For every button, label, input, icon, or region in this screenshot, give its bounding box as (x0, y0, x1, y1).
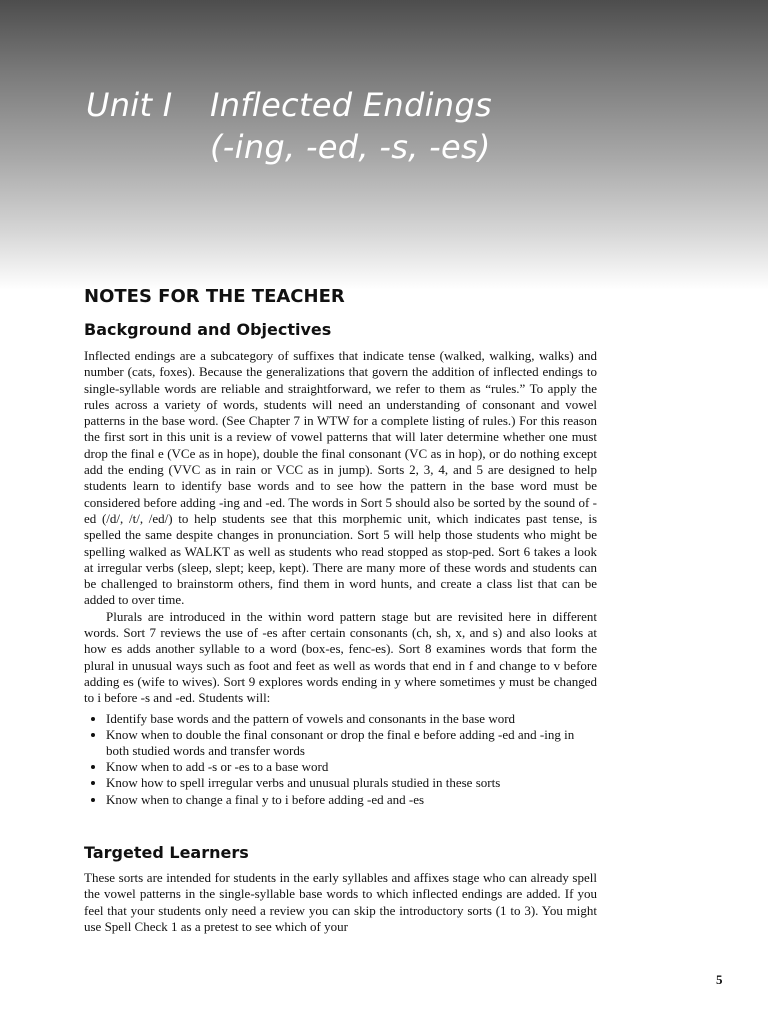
page-number: 5 (716, 972, 723, 987)
background-paragraph-2: Plurals are introduced in the within word pattern stage but are revisited here in different words. Sort 7 reviews the use of -es after certain consonants (ch, sh, x, and s) and also looks at how es adds another syllable to a word (box-es, fenc-es). Sort 8 examines words that form the plural in unusual ways such as foot and feet as well as words that end in f and change to v before adding es (wife to wives). Sort 9 explores words ending in y where sometimes y must be changed to i before -s and -ed. Students will: (84, 608, 597, 706)
objectives-list (84, 711, 597, 808)
list-item: • Know when to change a final y to i before adding -ed and -es (106, 792, 597, 808)
list-item: • Know how to spell irregular verbs and unusual plurals studied in these sorts (106, 775, 597, 791)
targeted-learners-body (84, 870, 597, 935)
background-body (84, 348, 597, 808)
unit-title (86, 84, 492, 168)
background-heading: Background and Objectives (84, 320, 332, 339)
targeted-learners-heading: Targeted Learners (84, 843, 249, 862)
list-item: • Know when to add -s or -es to a base word (106, 759, 597, 775)
section-title: NOTES FOR THE TEACHER (84, 286, 345, 307)
list-item: • Know when to double the final consonant or drop the final e before adding -ed and -ing in both studied words and transfer words (106, 727, 597, 759)
unit-title-line-2: (-ing, -ed, -s, -es) (210, 128, 491, 166)
list-item: • Identify base words and the pattern of vowels and consonants in the base word (106, 711, 597, 727)
targeted-learners-paragraph: These sorts are intended for students in the early syllables and affixes stage who can already spell the vowel patterns in the single-syllable base words to which inflected endings are added. If you feel that your students only need a review you can skip the introductory sorts (1 to 3). You might use Spell Check 1 as a pretest to see which of your (84, 870, 597, 934)
unit-label: Unit I (86, 86, 173, 124)
background-paragraph-1: Inflected endings are a subcategory of suffixes that indicate tense (walked, walking, walks) and number (cats, foxes). Because the generalizations that govern the addition of inflected endings to single-syllable words are reliable and straightforward, we refer to them as “rules.” To apply the rules across a variety of words, students will need an understanding of consonant and vowel patterns in the base word. (See Chapter 7 in WTW for a complete listing of rules.) For this reason the first sort in this unit is a review of vowel patterns that will later determine whether one must drop the final e (VCe as in hope), double the final consonant (VC as in hop), or do nothing except add the ending (VVC as in rain or VCC as in jump). Sorts 2, 3, 4, and 5 are designed to help students learn to identify base words and to see how the pattern in the base word must be considered before adding -ing and -ed. The words in Sort 5 should also be sorted by the sound of -ed (/d/, /t/, /ed/) to help students see that this morphemic unit, which indicates past tense, is spelled the same despite changes in pronunciation. Sort 5 will help those students who might be spelling walked as WALKT as well as students who read stopped as stop-ped. Sort 6 takes a look at irregular verbs (sleep, slept; keep, kept). There are many more of these words and students can be challenged to brainstorm others, find them in word hunts, and create a class list that can be added to over time. (84, 348, 597, 608)
unit-title-line-1: Inflected Endings (210, 86, 492, 124)
